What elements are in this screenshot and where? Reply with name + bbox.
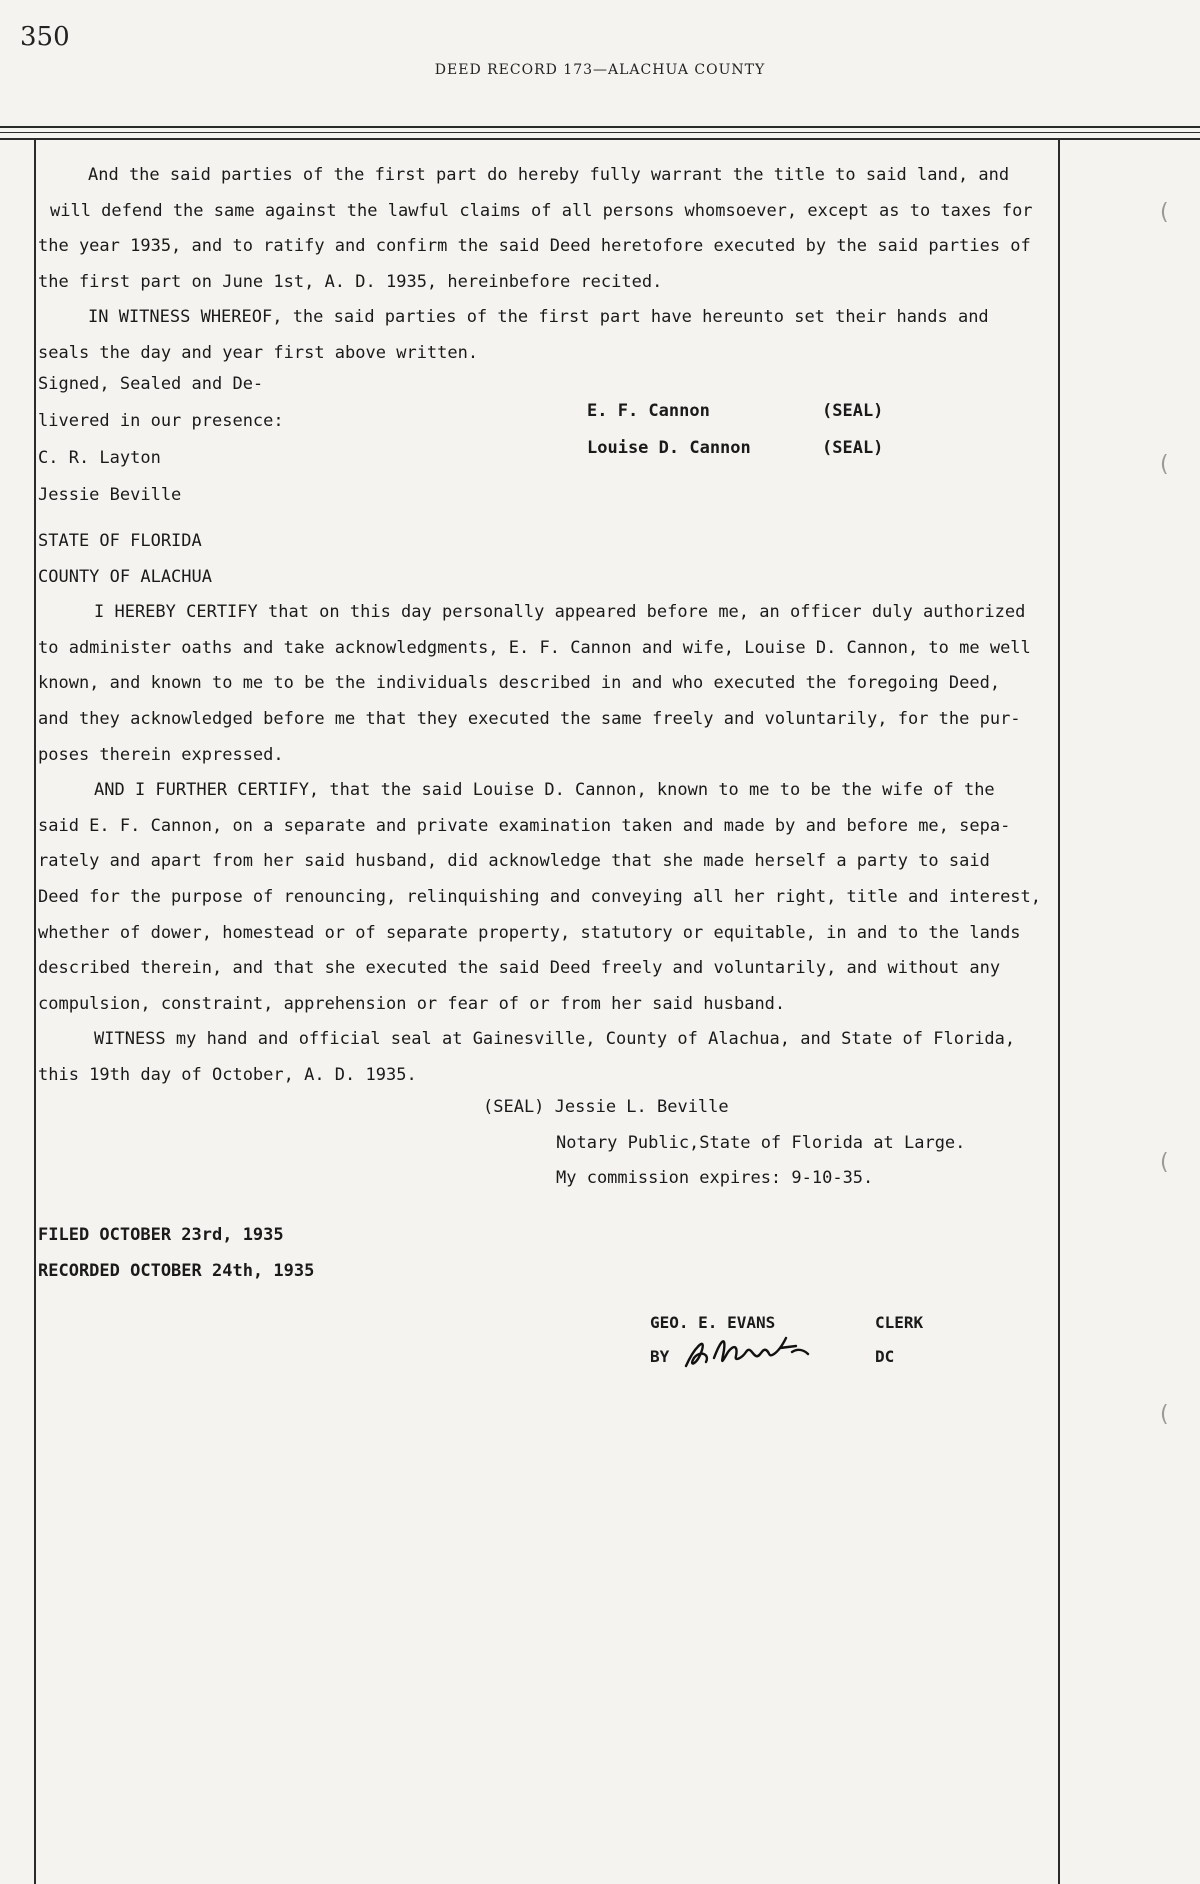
notary-title: Notary Public,State of Florida at Large. bbox=[556, 1132, 966, 1153]
filing-record bbox=[38, 1218, 314, 1289]
notary-signature-block bbox=[483, 1090, 965, 1197]
text-line: whether of dower, homestead or of separate property, statutory or equitable, in and to the lands bbox=[38, 922, 1021, 943]
dc-label: DC bbox=[875, 1347, 895, 1366]
text-line: the first part on June 1st, A. D. 1935, hereinbefore recited. bbox=[38, 271, 663, 292]
margin-bracket-mark: ( bbox=[1160, 1402, 1169, 1427]
clerk-title: CLERK bbox=[875, 1313, 924, 1332]
seal-label: (SEAL) bbox=[822, 438, 884, 458]
header-rule-top bbox=[0, 126, 1200, 128]
header-rule-middle bbox=[0, 132, 1200, 133]
text-line: and they acknowledged before me that they executed the same freely and voluntarily, for the pur- bbox=[38, 708, 1021, 729]
recorded-date: RECORDED OCTOBER 24th, 1935 bbox=[38, 1260, 315, 1281]
text-line: known, and known to me to be the individuals described in and who executed the foregoing Deed, bbox=[38, 673, 1001, 694]
text-line: this 19th day of October, A. D. 1935. bbox=[38, 1064, 417, 1085]
text-line: described therein, and that she executed the said Deed freely and voluntarily, and without any bbox=[38, 958, 1001, 979]
text-line: the year 1935, and to ratify and confirm the said Deed heretofore executed by the said parties of bbox=[38, 236, 1031, 256]
grantor-row bbox=[587, 430, 884, 467]
county-line: COUNTY OF ALACHUA bbox=[38, 566, 212, 587]
text-line: Signed, Sealed and De- bbox=[38, 374, 264, 394]
text-line: poses therein expressed. bbox=[38, 744, 284, 765]
text-line: to administer oaths and take acknowledgments, E. F. Cannon and wife, Louise D. Cannon, to me well bbox=[38, 637, 1031, 658]
witness-name: Jessie Beville bbox=[38, 485, 182, 505]
text-line: said E. F. Cannon, on a separate and private examination taken and made by and before me, sepa- bbox=[38, 815, 1011, 836]
text-line: rately and apart from her said husband, did acknowledge that she made herself a party to said bbox=[38, 851, 990, 872]
notary-commission: My commission expires: 9-10-35. bbox=[556, 1168, 874, 1188]
grantor-name: Louise D. Cannon bbox=[587, 438, 751, 458]
filed-date: FILED OCTOBER 23rd, 1935 bbox=[38, 1225, 284, 1245]
text-line: WITNESS my hand and official seal at Gainesville, County of Alachua, and State of Florida, bbox=[94, 1029, 1016, 1050]
warranty-paragraph bbox=[38, 158, 1068, 371]
state-line: STATE OF FLORIDA bbox=[38, 531, 202, 551]
seal-label: (SEAL) bbox=[822, 401, 884, 421]
by-label: BY bbox=[650, 1347, 670, 1366]
acknowledgment-section bbox=[38, 524, 1068, 1094]
margin-bracket-mark: ( bbox=[1160, 452, 1169, 477]
left-margin-line bbox=[34, 140, 36, 1884]
text-line: compulsion, constraint, apprehension or fear of or from her said husband. bbox=[38, 993, 786, 1014]
text-line: I HEREBY CERTIFY that on this day personally appeared before me, an officer duly authorized bbox=[94, 602, 1026, 623]
grantor-row bbox=[587, 393, 884, 430]
text-line: AND I FURTHER CERTIFY, that the said Louise D. Cannon, known to me to be the wife of the bbox=[94, 780, 995, 801]
grantor-name: E. F. Cannon bbox=[587, 401, 710, 421]
page-header-title: DEED RECORD 173—ALACHUA COUNTY bbox=[434, 62, 766, 78]
text-line: Deed for the purpose of renouncing, relinquishing and conveying all her right, title and interest, bbox=[38, 886, 1042, 907]
witness-name: C. R. Layton bbox=[38, 448, 161, 468]
witness-block bbox=[38, 366, 284, 514]
clerk-name: GEO. E. EVANS bbox=[650, 1313, 776, 1332]
margin-bracket-mark: ( bbox=[1160, 200, 1169, 225]
text-line: seals the day and year first above written. bbox=[38, 342, 479, 363]
margin-bracket-mark: ( bbox=[1160, 1150, 1169, 1175]
notary-name: (SEAL) Jessie L. Beville bbox=[483, 1097, 729, 1117]
text-line: livered in our presence: bbox=[38, 411, 284, 431]
page-number: 350 bbox=[20, 22, 70, 52]
text-line: IN WITNESS WHEREOF, the said parties of the first part have hereunto set their hands and bbox=[88, 307, 989, 327]
grantor-signature-block bbox=[587, 393, 884, 467]
text-line: will defend the same against the lawful claims of all persons whomsoever, except as to taxes for bbox=[50, 200, 1033, 221]
text-line: And the said parties of the first part do hereby fully warrant the title to said land, and bbox=[88, 165, 1010, 185]
header-rule-bottom bbox=[0, 138, 1200, 140]
deputy-clerk-signature-icon bbox=[680, 1328, 860, 1378]
